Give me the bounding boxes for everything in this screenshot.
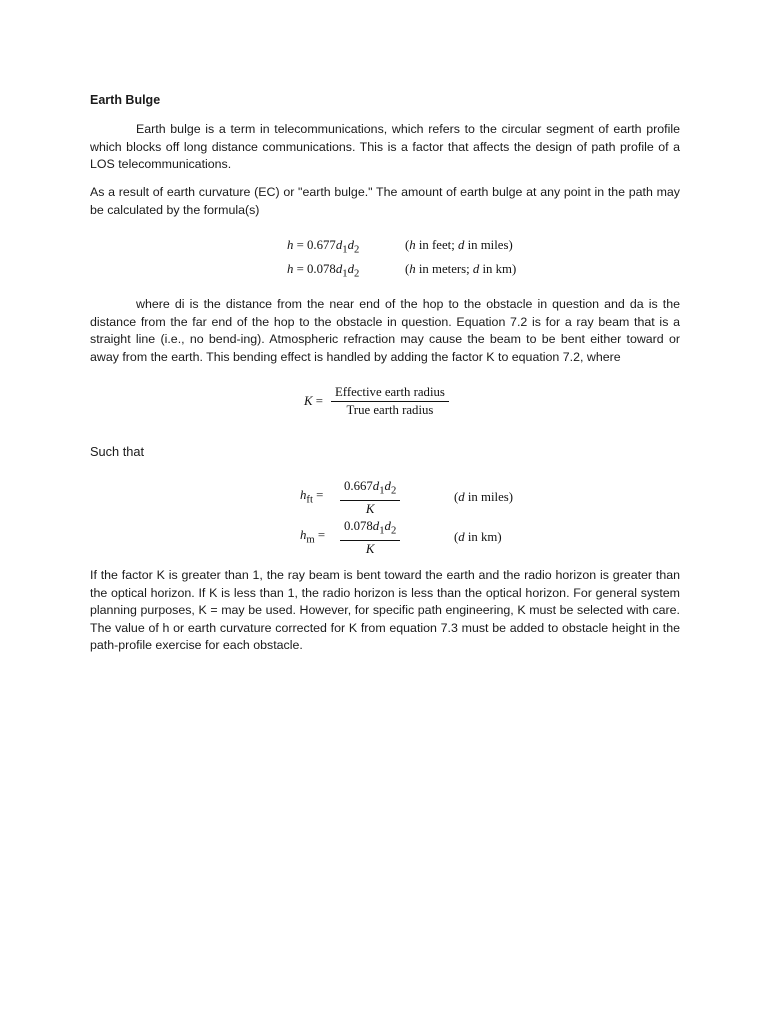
equation-k-factor: K = $\frac{\text{Effective earth radius}}{\text{True earth radius}}$ — [304, 384, 449, 419]
paragraph-earth-curvature: As a result of earth curvature (EC) or "earth bulge." The amount of earth bulge at any point in the path may be calculated by the formula(s) — [90, 185, 680, 217]
equation-row-meters: $h = 0.078d_1d_2$ (h in meters; d in km) — [287, 257, 516, 281]
equation-units-note: (d in miles) — [454, 490, 514, 505]
paragraph-definition: Earth bulge is a term in telecommunications, which refers to the circular segment of earth profile which blocks off long distance communications. This is a factor that affects the design of path profile of a LOS telecommunications. — [90, 122, 680, 172]
paragraph-k-factor-effects: If the factor K is greater than 1, the ray beam is bent toward the earth and the radio horizon is greater than the optical horizon. If K is less than 1, the radio horizon is less than the optical horizon. For general system planning purposes, K = may be used. However, for specific path engineering, K must be selected with care. The value of h or earth curvature corrected for K from equation 7.3 must be added to obstacle height in the path-profile exercise for each obstacle. — [90, 568, 680, 653]
such-that-label: Such that — [90, 444, 145, 459]
equation-row-m: $h_m$ = $\frac{0.078d_1d_2}{K}$ (d in km) — [300, 519, 502, 556]
equation-units-note: (d in km) — [454, 530, 502, 545]
equation-corrected-bulge — [300, 478, 513, 558]
k-fraction: $\frac{\text{Effective earth radius}}{\text{True earth radius}}$ — [331, 384, 449, 419]
equation-units-note: (h in meters; d in km) — [405, 262, 517, 276]
equation-row-feet: $h = 0.677d_1d_2$ (h in feet; d in miles) — [287, 233, 516, 257]
equation-earth-bulge — [287, 233, 516, 281]
equation-row-ft: $h_{ft}$ = $\frac{0.667d_1d_2}{K}$ (d in miles) — [300, 479, 514, 516]
equation-units-note: (h in feet; d in miles) — [405, 238, 513, 252]
section-heading: Earth Bulge — [90, 93, 161, 107]
paragraph-distances: where di is the distance from the near end of the hop to the obstacle in question and da is the distance from the far end of the hop to the obstacle in question. Equation 7.2 is for a ray beam that is a straight line (i.e., no bend-ing). Atmospheric refraction may cause the beam to be bent either toward or away from the earth. This bending effect is handled by adding the factor K to equation 7.2, where — [90, 297, 680, 364]
